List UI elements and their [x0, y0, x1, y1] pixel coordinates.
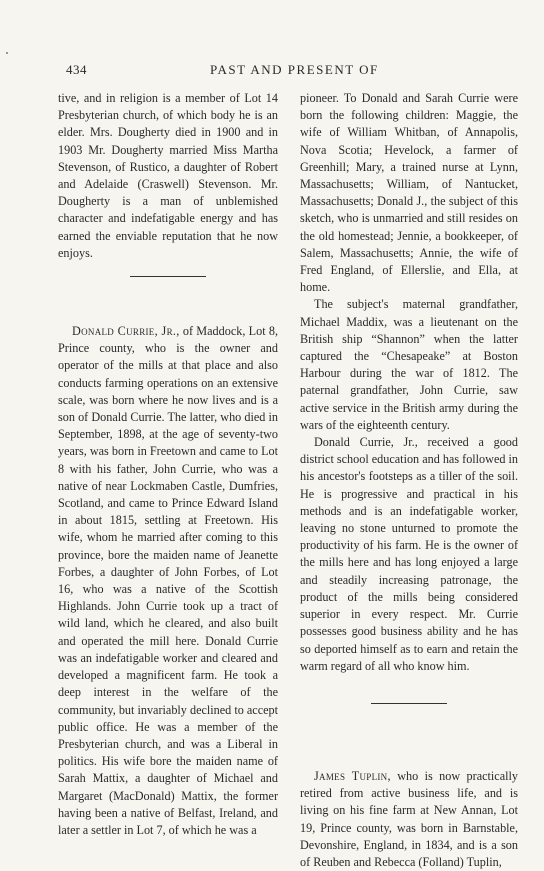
education-paragraph: Donald Currie, Jr., received a good district school education and has followed in his ancestor's footsteps as a tiller of the soil. He is progressive and practical in his methods and is an indefatigable worker, leaving no stone unturned to promote the productivity of his farm. He is the owner of the mills here and has long enjoyed a large and steadily increasing patronage, the product of the mills being considered superior in every respect. Mr. Currie possesses good business ability and he has so deported himself as to earn and retain the warm regard of all who know him. — [300, 435, 518, 673]
page-number: 434 — [66, 62, 87, 77]
children-paragraph: pioneer. To Donald and Sarah Currie were born the following children: Maggie, the wife of William Whitban, of Annapolis, Nova Scotia; Hevelock, a farmer of Greenhill; Mary, a trained nurse at Lynn, Massachusetts; William, of Nantucket, Massachusetts; Donald J., the subject of this sketch, who is unmarried and still resides on the old homestead; Jennie, a bookkeeper, of Salem, Massachusetts; Annie, the wife of Fred England, of Ellerslie, and Ella, at home. — [300, 91, 518, 295]
grandfather-paragraph: The subject's maternal grandfather, Michael Maddix, was a lieutenant on the British ship “Shannon” when the latter captured the “Chesapeake” at Boston Harbour during the war of 1812. The paternal grandfather, John Currie, saw active service in the British army during the wars of the eighteenth century. — [300, 297, 518, 432]
running-head: PAST AND PRESENT OF — [210, 62, 379, 77]
currie-biography-paragraph — [58, 323, 278, 839]
dougherty-paragraph-end: tive, and in religion is a member of Lot 14 Presbyterian church, of which body he is an elder. Mrs. Dougherty died in 1900 and in 1903 Mr. Dougherty married Miss Martha Stevenson, of Rustico, a daughter of Robert and Adelaide (Craswell) Stevenson. Mr. Dougherty is a man of unblemished character and indefatigable energy and has earned the enviable reputation that he now enjoys. — [58, 91, 278, 260]
left-column — [58, 90, 278, 839]
tuplin-biography-text: who is now practically retired from active business life, and is living on his fine farm at New Annan, Lot 19, Prince county, was born in Barnstable, Devonshire, England, in 1834, and is a son of Reuben and Rebecca (Folland) Tuplin, — [300, 768, 518, 869]
right-column — [300, 90, 518, 871]
section-divider — [130, 276, 206, 277]
tuplin-biography-paragraph — [300, 768, 518, 871]
subject-name: James Tuplin, — [314, 768, 391, 783]
scan-speck — [6, 52, 8, 54]
subject-name: Donald Currie, Jr., — [72, 324, 180, 339]
currie-biography-text: of Maddock, Lot 8, Prince county, who is the owner and operator of the mills at that place and also conducts farming operations on an extensive scale, was born where he now lives and is a son of Donald Currie. The latter, who died in September, 1898, at the age of seventy-two years, was born in Freetown and came to Lot 8 with his father, John Currie, who was a native of near Lockmaben Castle, Dumfries, Scotland, and came to Prince Edward Island in about 1815, settling at Freetown. His wife, whom he married after coming to this province, bore the maiden name of Jeanette Forbes, a daughter of John Forbes, of Lot 16, who was a native of the Scottish Highlands. John Currie took up a tract of wild land, which he cleared, and also built and operated the mill here. Donald Currie was an indefatigable worker and cleared and developed a magnificent farm. He took a deep interest in the welfare of the community, but invariably declined to accept public office. He was a member of the Presbyterian church, and was a Liberal in politics. His wife bore the maiden name of Sarah Mattix, a daughter of Michael and Margaret (MacDonald) Mattix, the former having been a native of Belfast, Ireland, and later a settler in Lot 7, of which he was a — [58, 324, 278, 837]
section-divider — [371, 703, 447, 704]
